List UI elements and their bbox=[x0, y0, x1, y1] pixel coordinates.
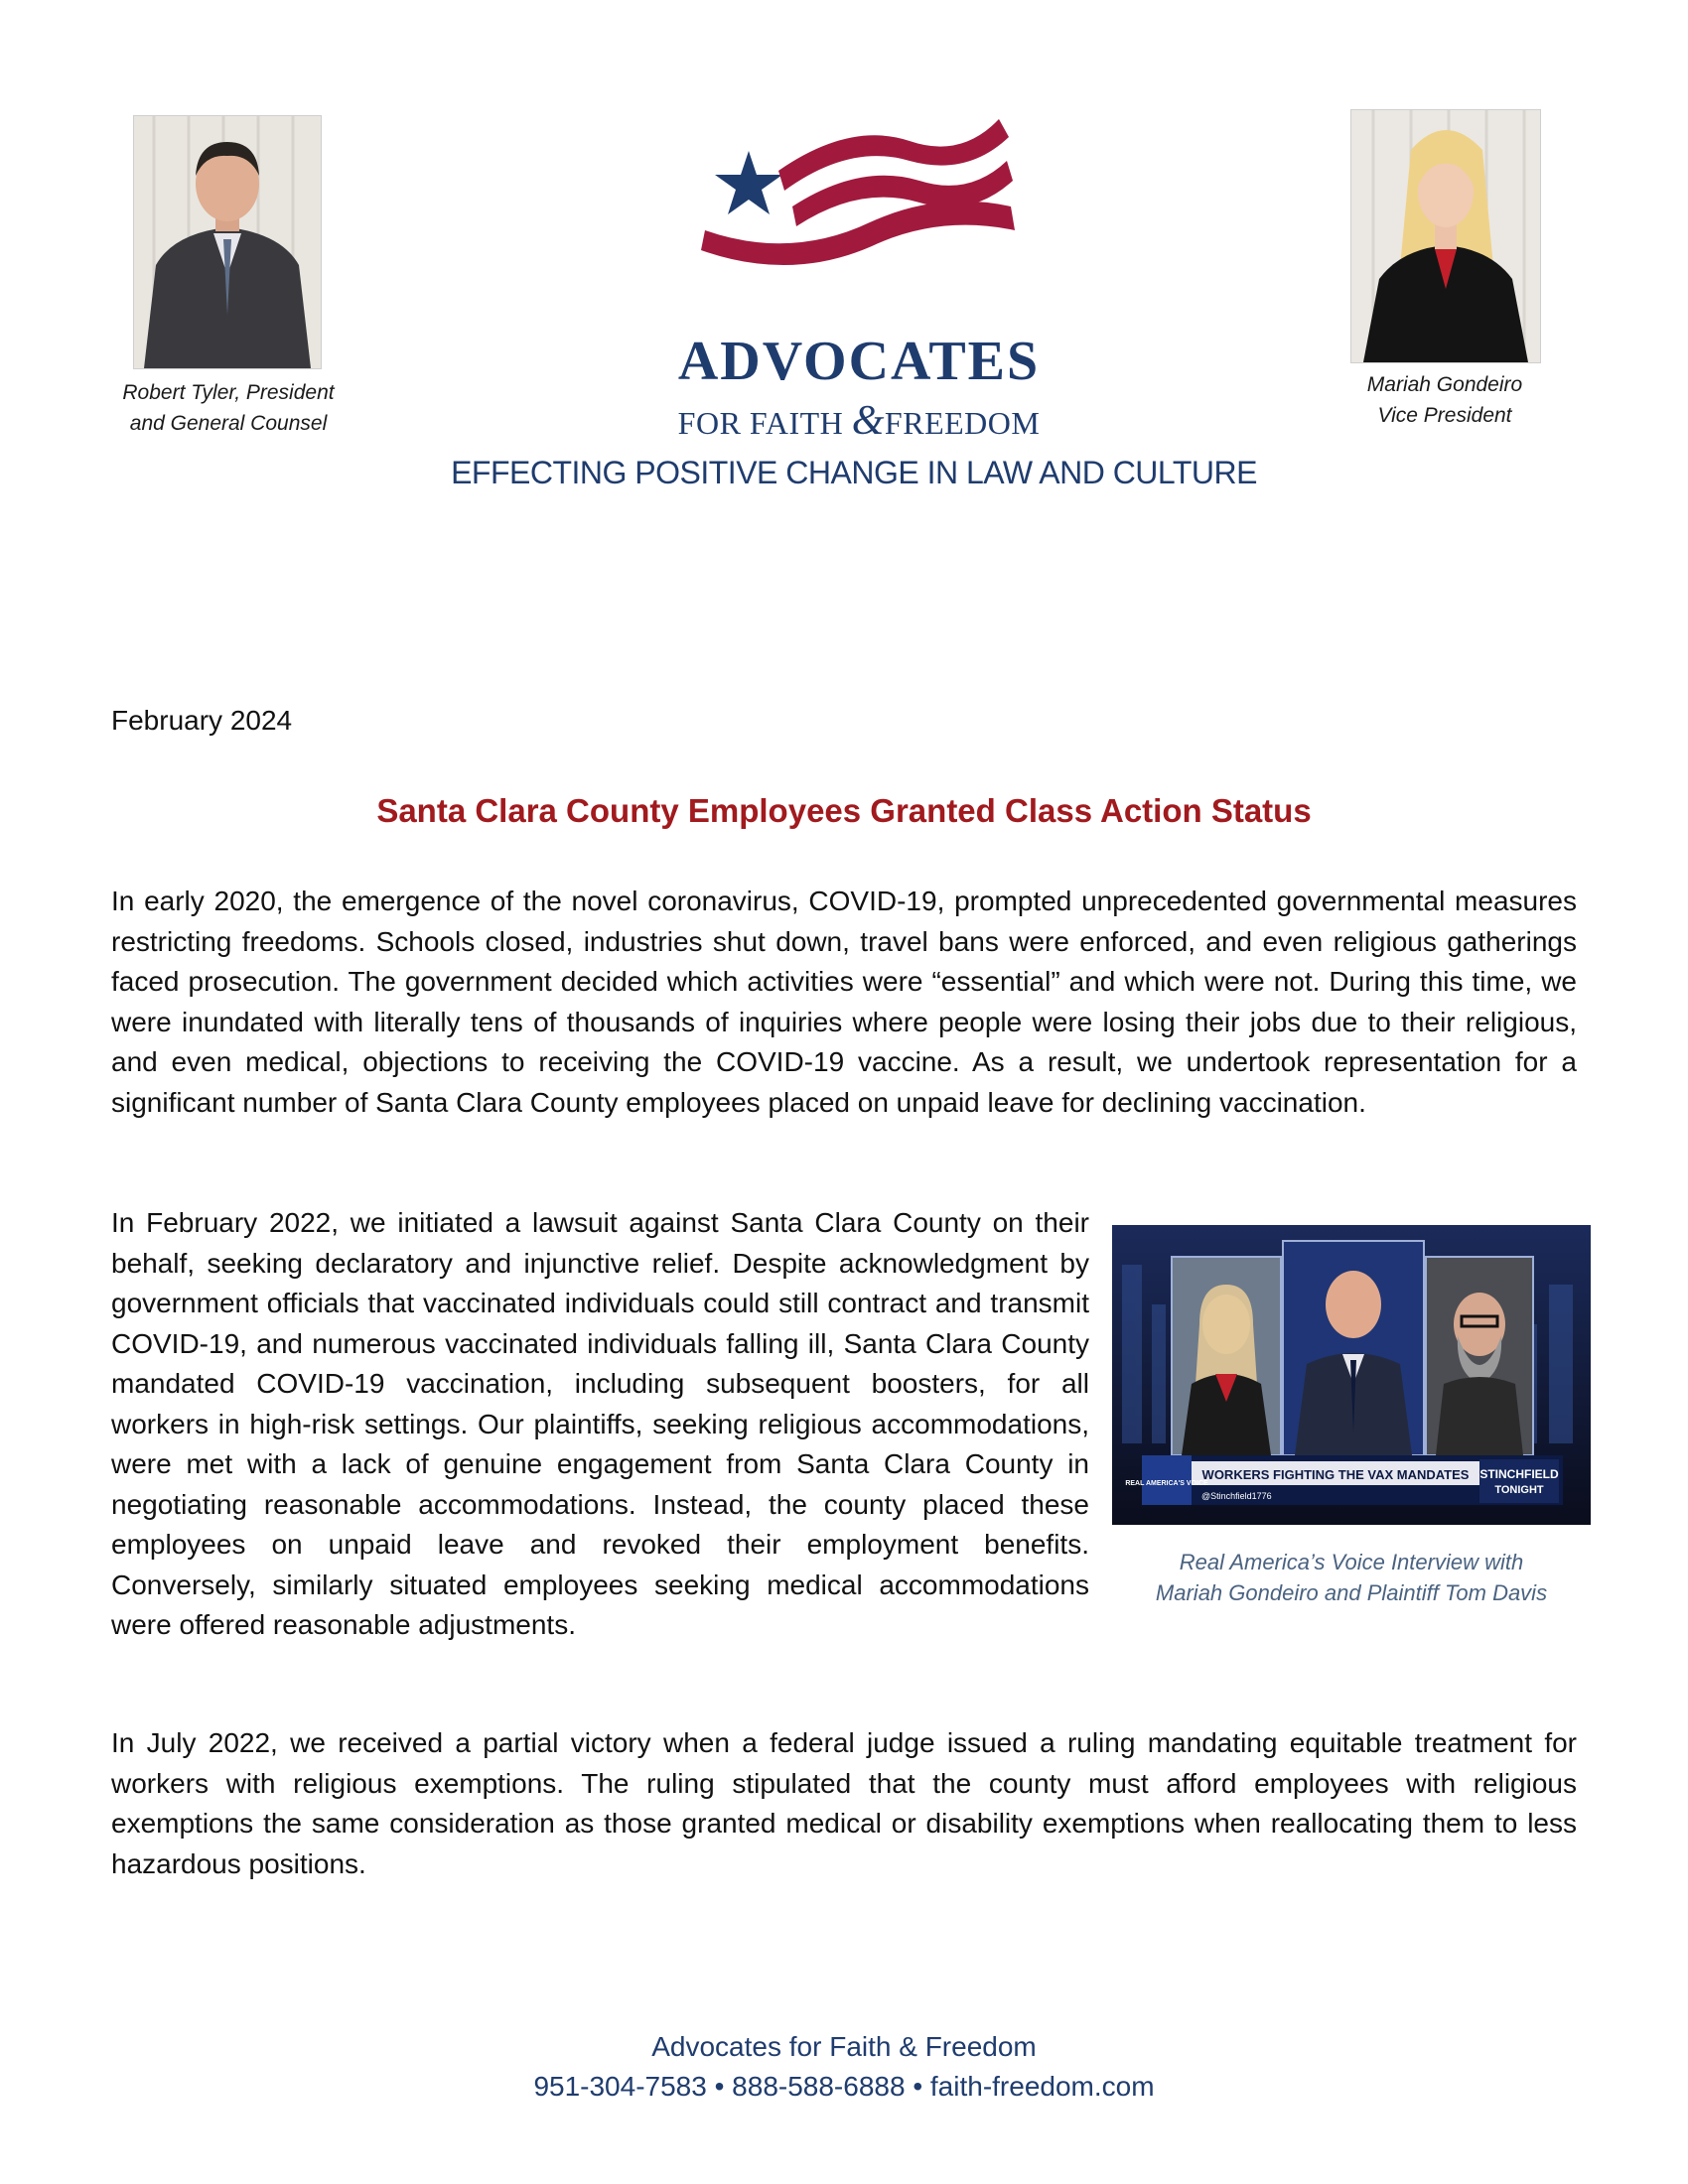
caption-right-line2: Vice President bbox=[1377, 404, 1512, 427]
caption-left-line1: Robert Tyler, President bbox=[122, 381, 335, 404]
org-subtitle-part2: FREEDOM bbox=[884, 405, 1041, 441]
org-subtitle bbox=[556, 397, 1162, 445]
video-show-logo-line2: TONIGHT bbox=[1494, 1484, 1544, 1496]
document-date: February 2024 bbox=[111, 705, 293, 736]
org-subtitle-ampersand: & bbox=[851, 398, 885, 444]
headline: Santa Clara County Employees Granted Class Action Status bbox=[376, 792, 1312, 829]
tagline: EFFECTING POSITIVE CHANGE IN LAW AND CULTURE bbox=[451, 455, 1257, 490]
org-subtitle-part1: FOR FAITH bbox=[677, 405, 844, 441]
video-network-logo: REAL AMERICA'S VOICE bbox=[1125, 1480, 1208, 1487]
video-show-logo-line1: STINCHFIELD bbox=[1479, 1467, 1559, 1481]
robert-tyler-photo bbox=[133, 115, 322, 369]
video-caption-line1: Real America’s Voice Interview with bbox=[1179, 1550, 1524, 1574]
video-caption bbox=[1112, 1547, 1591, 1608]
video-caption-line2: Mariah Gondeiro and Plaintiff Tom Davis bbox=[1155, 1580, 1548, 1605]
robert-tyler-caption bbox=[89, 377, 367, 439]
footer-contact: 951-304-7583 • 888-588-6888 • faith-freedom.com bbox=[533, 2071, 1155, 2102]
body-paragraph-1: In early 2020, the emergence of the novel coronavirus, COVID-19, prompted unprecedented governmental measures restricting freedoms. Schools closed, industries shut down, travel bans were enforced, and even religious gatherings faced prosecution. The government decided which activities were “essential” and which were not. During this time, we were inundated with literally tens of thousands of inquiries where people were losing their jobs due to their religious, and even medical, objections to receiving the COVID-19 vaccine. As a result, we undertook representation for a significant number of Santa Clara County employees placed on unpaid leave for declining vaccination. bbox=[111, 886, 1577, 1118]
caption-left-line2: and General Counsel bbox=[129, 412, 328, 435]
video-handle: @Stinchfield1776 bbox=[1201, 1491, 1272, 1501]
body-paragraph-2: In February 2022, we initiated a lawsuit against Santa Clara County on their behalf, seeking declaratory and injunctive relief. Despite acknowledgment by government officials that vaccinated individuals could still contract and transmit COVID-19, and numerous vaccinated individuals falling ill, Santa Clara County mandated COVID-19 vaccination, including subsequent boosters, for all workers in high-risk settings. Our plaintiffs, seeking religious accommodations, were met with a lack of genuine engagement from Santa Clara County in negotiating reasonable accommodations. Instead, the county placed these employees on unpaid leave and revoked their employment benefits. Conversely, similarly situated employees seeking medical accommodations were offered reasonable adjustments. bbox=[111, 1207, 1089, 1640]
flag-logo-icon bbox=[701, 111, 1019, 285]
footer-org-name: Advocates for Faith & Freedom bbox=[651, 2031, 1037, 2062]
video-banner-text: WORKERS FIGHTING THE VAX MANDATES bbox=[1201, 1467, 1470, 1482]
org-name: ADVOCATES bbox=[677, 331, 1041, 392]
mariah-gondeiro-photo bbox=[1350, 109, 1541, 363]
body-paragraph-3: In July 2022, we received a partial victory when a federal judge issued a ruling mandating equitable treatment for workers with religious exemptions. The ruling stipulated that the county must afford employees with religious exemptions the same consideration as those granted medical or disability exemptions when reallocating them to less hazardous positions. bbox=[111, 1727, 1577, 1879]
caption-right-line1: Mariah Gondeiro bbox=[1366, 373, 1523, 396]
mariah-gondeiro-caption bbox=[1311, 369, 1579, 431]
interview-video-thumbnail bbox=[1112, 1225, 1591, 1525]
